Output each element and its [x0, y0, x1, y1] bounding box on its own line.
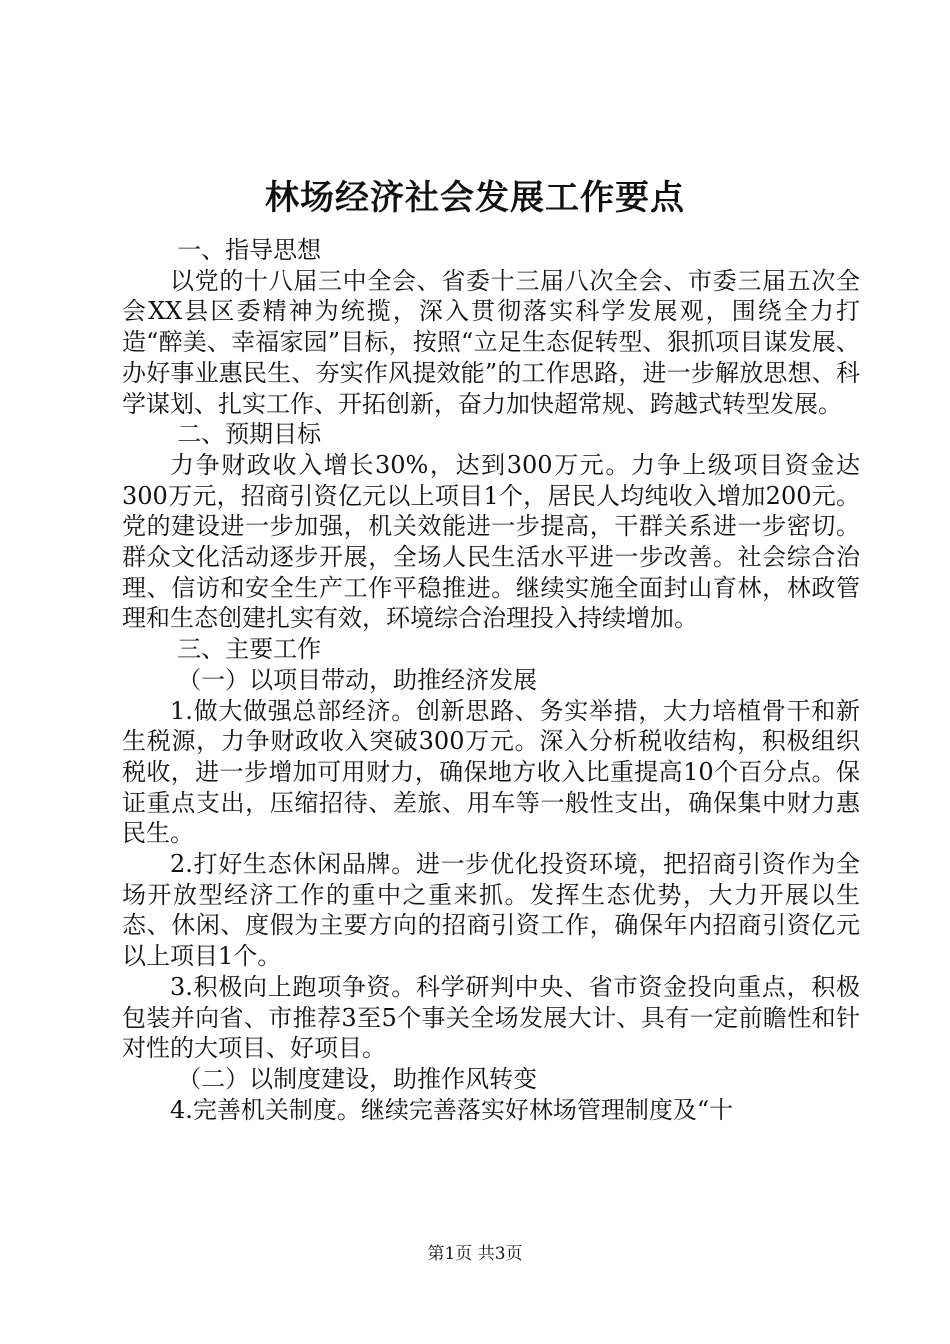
document-title: 林场经济社会发展工作要点	[265, 178, 685, 218]
section-heading-expected-goals: 二、预期目标	[177, 420, 322, 449]
paragraph-item-4: 4.完善机关制度。继续完善落实好林场管理制度及“十	[170, 1095, 734, 1124]
paragraph-item-2: 2.打好生态休闲品牌。进一步优化投资环境，把招商引资作为全场开放型经济工作的重中之重来抓。发挥生态优势，大力开展以生态、休闲、度假为主要方向的招商引资工作，确保年内招商引资亿元以上项目1个。	[122, 850, 860, 971]
page-footer: 第1页 共3页	[427, 1244, 523, 1264]
paragraph-item-1: 1.做大做强总部经济。创新思路、务实举措，大力培植骨干和新生税源，力争财政收入突破300万元。深入分析税收结构，积极组织税收，进一步增加可用财力，确保地方收入比重提高10个百分点。保证重点支出，压缩招待、差旅、用车等一般性支出，确保集中财力惠民生。	[122, 696, 860, 848]
paragraph-expected-goals: 力争财政收入增长30%，达到300万元。力争上级项目资金达300万元，招商引资亿元以上项目1个，居民人均纯收入增加200元。党的建设进一步加强，机关效能进一步提高，干群关系进一步密切。群众文化活动逐步开展，全场人民生活水平进一步改善。社会综合治理、信访和安全生产工作平稳推进。继续实施全面封山育林，林政管理和生态创建扎实有效，环境综合治理投入持续增加。	[122, 450, 860, 633]
paragraph-guiding-ideology: 以党的十八届三中全会、省委十三届八次全会、市委三届五次全会XX县区委精神为统揽，深入贯彻落实科学发展观，围绕全力打造“醉美、幸福家园”目标，按照“立足生态促转型、狠抓项目谋发展、办好事业惠民生、夯实作风提效能”的工作思路，进一步解放思想、科学谋划、扎实工作、开拓创新，奋力加快超常规、跨越式转型发展。	[122, 266, 860, 418]
subsection-heading-projects: （一）以项目带动，助推经济发展	[177, 665, 538, 694]
document-body	[122, 235, 860, 1125]
subsection-heading-institutions: （二）以制度建设，助推作风转变	[177, 1064, 538, 1093]
section-heading-guiding-ideology: 一、指导思想	[177, 236, 322, 264]
paragraph-item-3: 3.积极向上跑项争资。科学研判中央、省市资金投向重点，积极包装并向省、市推荐3至5个事关全场发展大计、具有一定前瞻性和针对性的大项目、好项目。	[122, 972, 860, 1063]
section-heading-main-work: 三、主要工作	[177, 635, 322, 664]
